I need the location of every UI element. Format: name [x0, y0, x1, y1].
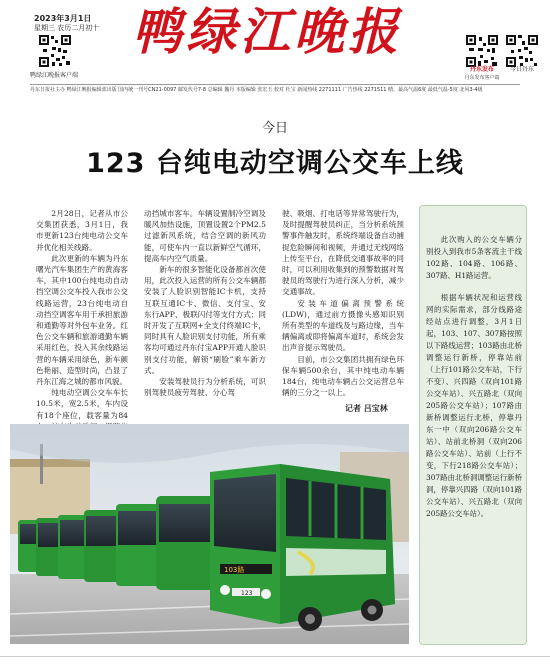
bottom-rule [0, 656, 550, 657]
qr-code-icon[interactable] [38, 34, 72, 68]
right-qr-sublabel: 丹东发布客户端 [464, 75, 500, 81]
issue-weekday: 星期三 [34, 24, 55, 32]
bus-fleet-illustration [10, 424, 409, 644]
article-paragraph: 动挡城市客车。车辆设置制冷空调及暖风加热设施，顶置设置2个PM2.5过滤新风系统，结合空调的新风功能，可使车内一直以新鲜空气循环，提高车内空气质量。 [144, 209, 266, 263]
article-paragraph: 新车的很多智能化设备都首次使用，此次投入运营的所有公交车辆都安装了人脸识别智能IC卡机，支持互联互通IC卡、微信、支付宝、安东行APP、极联闪付等支付方式；同时开发了互联网+全支付终端IC卡，同时具有人脸识别支付功能，所有乘客均可通过丹东付宝APP开通人脸识别支付功能，解锁“刷脸”乘车新方式。 [144, 265, 267, 375]
right-qr-label [460, 66, 504, 82]
article-paragraph: 此次更新的车辆为丹东曙光汽车集团生产的黄海客车，其中100台纯电动自动挡空调公交车投入我市公交线路运营，23台纯电动自动挡空调客车用于承担旅游和通勤等对外包车业务。红色公交车辆和旅游通勤车辆采用红色，投入其余线路运营的车辆采用绿色，新车颜色艳丽、造型时尚，凸显了丹东江海之城的都市风貌。 [36, 253, 128, 387]
article-paragraph: 目前，市公交集团共拥有绿色环保车辆500余台，其中纯电动车辆184台，纯电动车辆占公交运营总车辆的三分之一以上。 [282, 354, 404, 398]
bus-fleet-photo [10, 424, 409, 644]
masthead [0, 0, 550, 86]
qr-code-icon[interactable] [505, 34, 539, 68]
sidebar-paragraph: 根据车辆状况和运营线网的实际需求，部分线路途经站点进行调整，3月1日起，103、107、307路按照以下路线运营；103路由北桥调整运行新桥，停靠站前（上行101路公交车站，下行不变）、兴四路（双向101路公交车站）、兴五路北（双向205路公交车站）；107路由新桥调整运行北桥，停靠丹东一中（双向206路公交车站）、站前北桥洞（双向206路公交车站）、站前（上行不变，下行218路公交车站）；307路由北桥洞调整运行新桥洞，停靠兴四路（双向101路公交车站）、兴五路北（双向205路公交车站）。 [426, 293, 522, 518]
article-column-2 [144, 208, 266, 398]
article-column-3 [282, 208, 404, 398]
newspaper-title: 鸭绿江晚报 [132, 2, 402, 61]
qr-code-icon[interactable] [465, 34, 499, 68]
publication-info-bar: 丹东日报社主办 鸭绿江晚报编辑部出版 国内统一刊号CN21-0097 邮发代号7-8 总编辑 魏丹 本版编辑 张宏玉 校对 杜宝 新闻热线 2271111 广告热线 2271511 晴，最高气温6度 最低气温-5度 北风3-4级 [30, 84, 520, 94]
section-label: 今日 [261, 121, 288, 136]
issue-lunar: 农历二月初十 [57, 24, 100, 32]
article-paragraph: 2月28日，记者从市公交集团获悉，3月1日，我市更新123台纯电动公交车并优化相关线路。 [36, 209, 128, 252]
sidebar-box [419, 205, 527, 645]
article-paragraph: 驶、吸烟、打电话等异常驾驶行为，及时提醒驾驶员纠正，当分析系统预警事件触发时，系统终端设备自动捕捉危险瞬间和视频，并通过无线网络上传至平台，在降低交通事故率的同时，可以利用收集到的预警数据对驾驶员的驾驶行为进行深入分析，减少交通事故。 [282, 209, 404, 297]
issue-date-block [34, 14, 99, 33]
article-column-1 [36, 208, 128, 443]
right-qr-label-2: 今日丹东 [509, 66, 534, 73]
article-paragraph: 安装车道偏离预警系统(LDW)，通过前方摄像头感知识别所有类型的车道线及与路边缘，当车辆偏离或即将偏离车道时，系统会发出声音提示驾驶员。 [282, 298, 404, 353]
issue-date: 2023年3月1日 [34, 14, 92, 23]
front-bus [210, 464, 395, 631]
article-headline: 123 台纯电动空调公交车上线 [86, 148, 464, 179]
left-qr-label: 鸭绿江晚报客户端 [30, 72, 79, 79]
article-paragraph: 纯电动空调公交车车长10.5米，宽2.5米，车内设有18个座位，载客量为84 [36, 388, 128, 420]
bus-plate-number: 123 [241, 590, 253, 597]
sidebar-paragraph: 此次购入的公交车辆分别投入到我市5条客流主干线102路、104路、106路、307路、H1路运营。 [426, 235, 522, 280]
sidebar-text [426, 234, 522, 530]
article-byline: 记者 吕宝林 [345, 404, 388, 413]
article-paragraph: 安装驾驶员行为分析系统，可识别驾驶员疲劳驾驶、分心驾 [144, 377, 266, 398]
bus-route-label: 103路 [224, 566, 245, 574]
right-qr-label-1: 丹东发布 [469, 66, 494, 73]
